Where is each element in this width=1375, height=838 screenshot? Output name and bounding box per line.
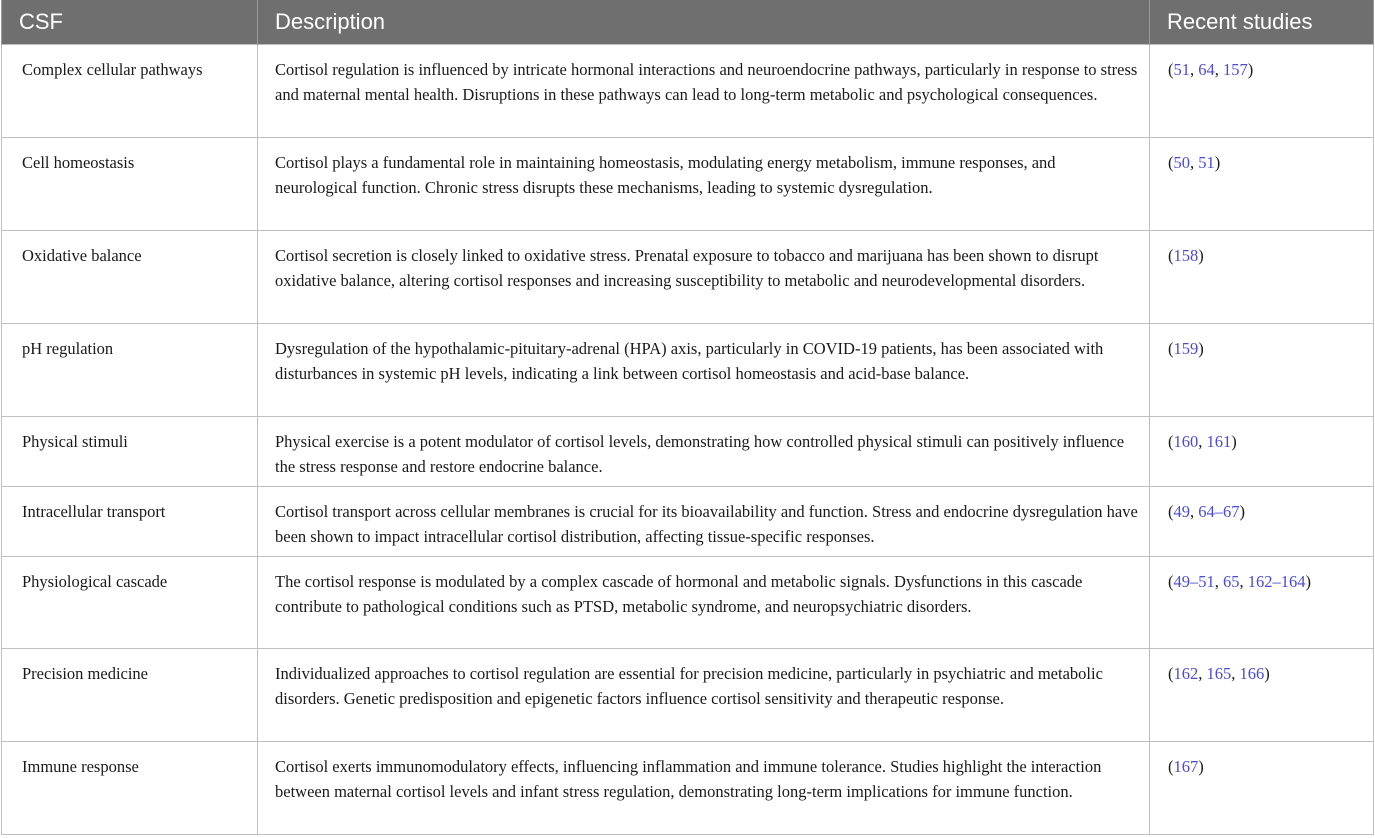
reference-link[interactable]: 167 <box>1173 756 1199 776</box>
recent-studies-cell: (49–51, 65, 162–164) <box>1150 556 1374 648</box>
table-row <box>2 416 1374 486</box>
reference-link[interactable]: 157 <box>1223 59 1248 79</box>
table-row <box>2 230 1374 323</box>
reference-link[interactable]: 161 <box>1206 431 1232 451</box>
reference-link[interactable]: 162–164 <box>1247 571 1306 591</box>
recent-studies-cell: (167) <box>1150 741 1374 834</box>
description-cell: Individualized approaches to cortisol regulation are essential for precision medicine, particularly in psychiatric and metabolic disorders. Genetic predisposition and epigenetic factors influence cortisol sensitivity and therapeutic response. <box>258 648 1150 741</box>
description-cell: Cortisol plays a fundamental role in maintaining homeostasis, modulating energy metabolism, immune responses, and neurological function. Chronic stress disrupts these mechanisms, leading to systemic dysregulation. <box>258 137 1150 230</box>
header-row <box>2 0 1374 44</box>
table-row <box>2 44 1374 137</box>
csf-cell: Oxidative balance <box>2 230 258 323</box>
reference-link[interactable]: 158 <box>1173 245 1199 265</box>
csf-table <box>1 0 1374 835</box>
recent-studies-cell: (159) <box>1150 323 1374 416</box>
reference-link[interactable]: 50 <box>1173 152 1190 172</box>
csf-cell: Physiological cascade <box>2 556 258 648</box>
reference-link[interactable]: 162 <box>1173 663 1199 683</box>
table-row <box>2 486 1374 556</box>
table-row <box>2 556 1374 648</box>
reference-link[interactable]: 51 <box>1198 152 1215 172</box>
reference-link[interactable]: 49 <box>1173 501 1190 521</box>
table-row <box>2 323 1374 416</box>
description-cell: Cortisol exerts immunomodulatory effects, influencing inflammation and immune tolerance. Studies highlight the interaction between maternal cortisol levels and infant stress regulation, demonstrating long-term implications for immune function. <box>258 741 1150 834</box>
reference-link[interactable]: 49–51 <box>1173 571 1215 591</box>
csf-cell: pH regulation <box>2 323 258 416</box>
description-cell: Cortisol transport across cellular membranes is crucial for its bioavailability and function. Stress and endocrine dysregulation have been shown to impact intracellular cortisol distribution, affecting tissue-specific responses. <box>258 486 1150 556</box>
recent-studies-cell: (50, 51) <box>1150 137 1374 230</box>
recent-studies-cell: (160, 161) <box>1150 416 1374 486</box>
reference-link[interactable]: 166 <box>1239 663 1265 683</box>
description-cell: Cortisol secretion is closely linked to oxidative stress. Prenatal exposure to tobacco and marijuana has been shown to disrupt oxidative balance, altering cortisol responses and increasing susceptibility to metabolic and neurodevelopmental disorders. <box>258 230 1150 323</box>
recent-studies-cell: (49, 64–67) <box>1150 486 1374 556</box>
csf-cell: Precision medicine <box>2 648 258 741</box>
csf-cell: Physical stimuli <box>2 416 258 486</box>
csf-cell: Complex cellular pathways <box>2 44 258 137</box>
reference-link[interactable]: 64 <box>1198 59 1215 79</box>
header-recent-studies: Recent studies <box>1150 0 1374 44</box>
table-header <box>2 0 1374 44</box>
csf-cell: Immune response <box>2 741 258 834</box>
reference-link[interactable]: 165 <box>1206 663 1232 683</box>
recent-studies-cell: (158) <box>1150 230 1374 323</box>
description-cell: Physical exercise is a potent modulator of cortisol levels, demonstrating how controlled physical stimuli can positively influence the stress response and restore endocrine balance. <box>258 416 1150 486</box>
description-cell: Dysregulation of the hypothalamic-pituitary-adrenal (HPA) axis, particularly in COVID-19 patients, has been associated with disturbances in systemic pH levels, indicating a link between cortisol homeostasis and acid-base balance. <box>258 323 1150 416</box>
table-body <box>2 44 1374 834</box>
table-row <box>2 741 1374 834</box>
table-row <box>2 137 1374 230</box>
reference-link[interactable]: 160 <box>1173 431 1199 451</box>
csf-cell: Intracellular transport <box>2 486 258 556</box>
header-description: Description <box>258 0 1150 44</box>
header-csf: CSF <box>2 0 258 44</box>
reference-link[interactable]: 159 <box>1173 338 1199 358</box>
reference-link[interactable]: 65 <box>1223 571 1240 591</box>
reference-link[interactable]: 64–67 <box>1198 501 1240 521</box>
csf-cell: Cell homeostasis <box>2 137 258 230</box>
description-cell: Cortisol regulation is influenced by intricate hormonal interactions and neuroendocrine pathways, particularly in response to stress and maternal mental health. Disruptions in these pathways can lead to long-term metabolic and psychological consequences. <box>258 44 1150 137</box>
recent-studies-cell: (162, 165, 166) <box>1150 648 1374 741</box>
reference-link[interactable]: 51 <box>1173 59 1190 79</box>
table-row <box>2 648 1374 741</box>
recent-studies-cell: (51, 64, 157) <box>1150 44 1374 137</box>
description-cell: The cortisol response is modulated by a complex cascade of hormonal and metabolic signals. Dysfunctions in this cascade contribute to pathological conditions such as PTSD, metabolic syndrome, and neuropsychiatric disorders. <box>258 556 1150 648</box>
